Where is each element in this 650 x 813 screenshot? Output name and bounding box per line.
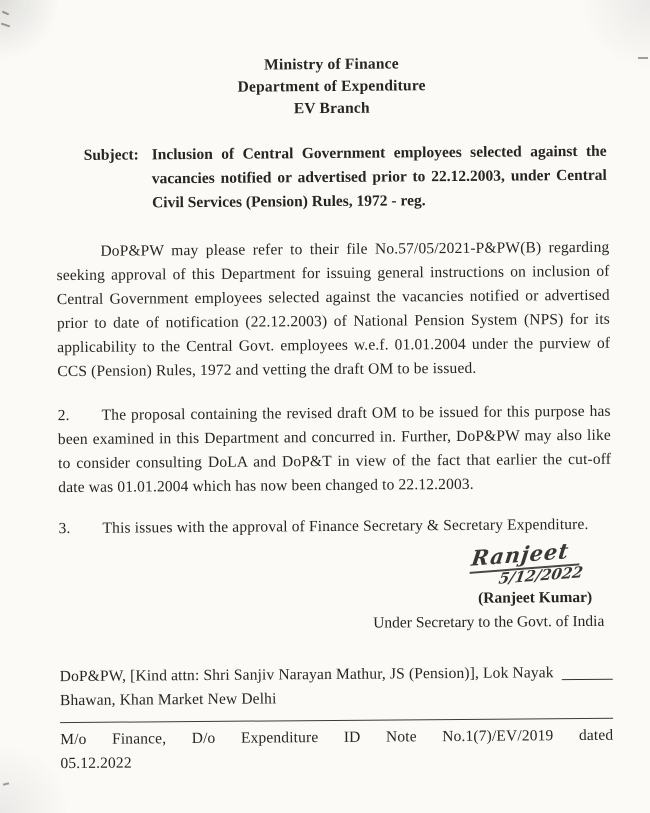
subject-label: Subject: <box>83 146 139 164</box>
addressee-line-1: DoP&PW, [Kind attn: Shri Sanjiv Narayan Mathur, JS (Pension)], Lok Nayak <box>59 664 554 686</box>
addressee-block <box>60 661 613 713</box>
paragraph-2-number: 2. <box>57 407 70 425</box>
reference-line-2: 05.12.2022 <box>60 754 132 773</box>
signature-handwritten <box>470 537 583 589</box>
separator-rule <box>60 718 613 723</box>
signature-block <box>59 538 613 637</box>
handwritten-date: 5/12/2022 <box>497 563 585 588</box>
scan-artifact <box>638 57 648 59</box>
reference-note <box>60 724 613 776</box>
reference-line-1: M/o Finance, D/o Expenditure ID Note No.1(7)/EV/2019 dated <box>60 726 614 749</box>
ministry-name: Ministry of Finance <box>264 55 399 74</box>
body-paragraph-1: DoP&PW may please refer to their file No.57/05/2021-P&PW(B) regarding seeking approval of this Department for issuing general instructions on inclusion of Central Government employees selected against the vacancies notified or advertised prior to date of notification (22.12.2003) of National Pension System (NPS) for its applicability to the Central Govt. employees w.e.f. 01.01.2004 under the purview of CCS (Pension) Rules, 1972 and vetting the draft OM to be issued. <box>56 238 611 381</box>
addressee-line-2: Bhawan, Khan Market New Delhi <box>59 690 277 710</box>
paragraph-3-number: 3. <box>58 520 71 538</box>
body-paragraph-3 <box>59 513 612 541</box>
letterhead <box>55 52 609 122</box>
signatory-designation: Under Secretary to the Govt. of India <box>373 612 605 632</box>
branch-name: EV Branch <box>293 99 370 118</box>
subject-block <box>56 140 610 216</box>
body-paragraph-2 <box>58 400 612 500</box>
signatory-name: (Ranjeet Kumar) <box>478 589 593 608</box>
handwritten-name: Ranjeet <box>470 537 583 574</box>
addressee-underline-rule <box>562 679 613 680</box>
addressee-line-1-row <box>60 661 613 689</box>
department-name: Department of Expenditure <box>237 77 426 96</box>
subject-text: Inclusion of Central Government employees selected against the vacancies notified or advertised prior to 22.12.2003, under Central Civil Services (Pension) Rules, 1972 - reg. <box>151 142 607 212</box>
paragraph-3-text: This issues with the approval of Finance Secretary & Secretary Expenditure. <box>102 516 589 537</box>
paragraph-2-text: The proposal containing the revised draft OM to be issued for this purpose has been examined in this Department and concurred in. Further, DoP&PW may also like to consider consulting DoLA and DoP&T in view of the fact that earlier the cut-off date was 01.01.2004 which has now been changed to 22.12.2003. <box>57 402 612 497</box>
